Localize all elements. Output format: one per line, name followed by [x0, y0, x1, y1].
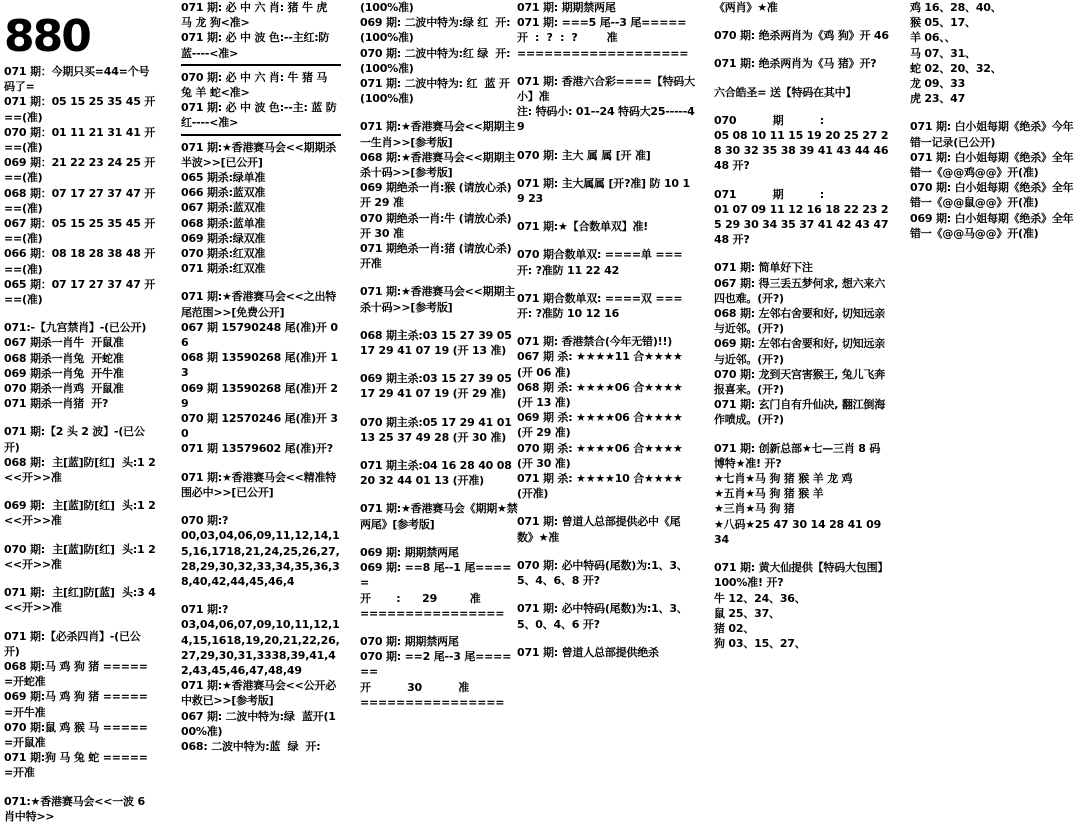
- spacer: [517, 135, 695, 148]
- text-line: 069 期: 二波中特为:绿 红 开:(100%准): [360, 16, 511, 45]
- text-line: 067 期：05 15 25 35 45 开==(准): [4, 217, 156, 246]
- text-line: 070 期: ==2 尾--3 尾======: [360, 650, 512, 679]
- spacer: [4, 485, 156, 498]
- spacer: [517, 588, 695, 601]
- text-line: 067 期: 得三丢五梦何求, 想六来六四也难。(开?): [714, 276, 886, 305]
- text-line: 070 期: 必 中 六 肖: 牛 猪 马 兔 羊 蛇<准>: [181, 70, 331, 100]
- text-line: ★七肖★马 狗 猪 猴 羊 龙 鸡: [714, 472, 853, 486]
- text-line: 068 期主杀:03 15 27 39 05 17 29 41 07 19 (开 13 准): [360, 328, 516, 358]
- spacer: [714, 547, 890, 560]
- text-line: 071 期: 曾道人总部提供绝杀: [517, 645, 659, 659]
- text-line: 071 期：今期只买=44=个号码了=: [4, 65, 150, 94]
- text-line: 067 期杀一肖牛 开鼠准: [4, 336, 124, 350]
- text-line: 071 期: 必 中 波 色:--主: 蓝 防红----<准>: [181, 101, 337, 130]
- text-line: 070 期 12570246 尾(准)开 30: [181, 412, 338, 441]
- text-line: 071 期:★香港赛马会<<期期杀半波>>[已公开]: [181, 140, 337, 169]
- text-line: 067 期 15790248 尾(准)开 06: [181, 320, 338, 350]
- text-line: 071 期: 必 中 六 肖: 猪 牛 虎 马 龙 狗<准>: [181, 1, 331, 30]
- text-line: 071 期: 白小姐每期《绝杀》今年错一记录(已公开): [910, 120, 1074, 149]
- text-line: 071 期合数单双: ====双 === 开: ?准防 10 12 16: [517, 291, 687, 321]
- text-line: 071 期:?: [181, 603, 229, 617]
- text-line: 牛 12、24、36、: [714, 591, 806, 605]
- text-line: 狗 03、15、27、: [714, 637, 806, 651]
- spacer: [517, 163, 695, 176]
- text-line: 068 期：07 17 27 37 47 开==(准): [4, 186, 156, 215]
- spacer: [517, 501, 695, 514]
- text-line: 069 期主杀:03 15 27 39 05 17 29 41 07 19 (开 29 准): [360, 372, 516, 401]
- spacer: [517, 61, 695, 74]
- text-line: 070 期: 二波中特为:红 绿 开:(100%准): [360, 46, 511, 75]
- text-line: 071 期: 白小姐每期《绝杀》全年错一《@@鸡@@》开(准): [910, 150, 1074, 180]
- column-4: [517, 0, 695, 797]
- spacer: [360, 106, 520, 119]
- text-line: 070 期: 白小姐每期《绝杀》全年错一《@@鼠@@》开(准): [910, 181, 1074, 210]
- text-line: 068 期:★香港赛马会<<期期主杀十码>>[参考版]: [360, 150, 516, 180]
- text-line: 071 期 :: [714, 187, 824, 201]
- spacer: [360, 402, 520, 415]
- text-line: 071 期: 香港禁合(今年无错)!!): [517, 335, 673, 349]
- divider-rule: [181, 64, 341, 66]
- text-line: 069 期杀:绿双准: [181, 231, 266, 245]
- text-line: 069 期: 左邻右舍要和好, 切知远亲与近邻。(开?): [714, 337, 886, 366]
- column-5: [714, 0, 890, 797]
- text-line: 071 期:★香港赛马会<<期期主一生肖>>[参考版]: [360, 120, 516, 149]
- text-line: 071 期:★香港赛马会<<公开必中救已>>[参考版]: [181, 679, 337, 708]
- text-line: 070 期杀一肖鸡 开鼠准: [4, 382, 124, 396]
- text-line: 070 期:鼠 鸡 猴 马 ======开鼠准: [4, 720, 148, 749]
- text-line: ===================: [517, 46, 689, 60]
- spacer: [714, 174, 890, 187]
- spacer: [181, 589, 341, 602]
- text-line: 067 期 杀: ★★★★11 合★★★★(开 06 准): [517, 350, 683, 379]
- column-1: [4, 0, 156, 823]
- spacer: [181, 500, 341, 513]
- text-line: 龙 09、33: [910, 77, 966, 91]
- text-line: 065 期杀:绿单准: [181, 171, 266, 185]
- text-line: 071 期: 玄门自有升仙决, 翻江倒海作喷成。(开?): [714, 398, 886, 427]
- text-line: 070 期: 绝杀两肖为《鸡 狗》开 46: [714, 29, 889, 43]
- text-line: 03,04,06,07,09,10,11,12,14,15,1618,19,20,21,22,26,27,29,30,31,3338,39,41,42,43,45,46,47,48,49: [181, 618, 340, 677]
- text-line: 069 期 13590268 尾(准)开 29: [181, 381, 338, 410]
- text-line: 068 期: 左邻右舍要和好, 切知远亲与近邻。(开?): [714, 307, 886, 336]
- text-line: 070 期主杀:05 17 29 41 01 13 25 37 49 28 (开 30 准): [360, 415, 516, 444]
- spacer: [360, 445, 520, 458]
- spacer: [714, 428, 890, 441]
- spacer: [714, 43, 890, 56]
- text-line: 068 期: 主[蓝]防[红] 头:1 2<<开>>准: [4, 455, 156, 485]
- spacer: [4, 307, 156, 320]
- spacer: [360, 315, 520, 328]
- text-line: 070 期:?: [181, 514, 229, 528]
- text-line: 071 期: 必中特码(尾数)为:1、3、5、0、4、6 开?: [517, 602, 688, 631]
- column-3: [360, 0, 520, 797]
- text-line: 069 期: 主[蓝]防[红] 头:1 2<<开>>准: [4, 499, 156, 528]
- text-line: 071 期:★香港赛马会<<期期主杀十码>>[参考版]: [360, 285, 516, 314]
- column-2: [181, 0, 341, 797]
- text-line: 069 期:马 鸡 狗 猪 ======开牛准: [4, 690, 148, 719]
- spacer: [517, 545, 695, 558]
- text-line: ★八码★25 47 30 14 28 41 09 34: [714, 517, 885, 546]
- text-line: 068 期 杀: ★★★★06 合★★★★(开 13 准): [517, 380, 683, 410]
- text-line: 069 期杀一肖兔 开牛准: [4, 366, 124, 380]
- text-line: ★三肖★马 狗 猪: [714, 502, 795, 516]
- text-line: 开 : ? : ? 准: [517, 31, 618, 45]
- text-line: 071 期绝杀一肖:猪 (请放心杀) 开准: [360, 242, 516, 271]
- text-line: 070 期 杀: ★★★★06 合★★★★(开 30 准): [517, 441, 683, 470]
- text-line: 071 期: 二波中特为: 红 蓝 开(100%准): [360, 77, 510, 106]
- spacer: [910, 106, 1078, 119]
- text-line: 066 期：08 18 28 38 48 开==(准): [4, 247, 156, 276]
- text-line: 069 期: 期期禁两尾: [360, 545, 459, 559]
- text-line: 《两肖》★准: [714, 1, 778, 14]
- spacer: [181, 457, 341, 470]
- text-line: ================: [360, 695, 505, 709]
- text-line: 071 期:★香港赛马会<<之出特尾范围>>[免费公开]: [181, 290, 337, 319]
- text-line: 070 期: 主[蓝]防[红] 头:1 2<<开>>准: [4, 542, 156, 571]
- text-line: 071 期: ===5 尾--3 尾=====: [517, 16, 687, 30]
- spacer: [517, 278, 695, 291]
- text-line: 蛇 02、20、32、: [910, 61, 1002, 75]
- text-line: 开 : 29 准: [360, 591, 481, 605]
- text-line: 071 期: 香港六合彩====【特码大小】准: [517, 74, 695, 104]
- text-line: 071 期: 创新总部★七—三肖 8 码博特★准! 开?: [714, 441, 881, 470]
- text-line: 071 期: 黄大仙提供【特码大包围】100%准! 开?: [714, 561, 889, 590]
- text-line: 069 期: ==8 尾--1 尾=====: [360, 561, 512, 590]
- text-line: 070 期: 必中特码(尾数)为:1、3、5、4、6、8 开?: [517, 558, 688, 588]
- text-line: 070 期绝杀一肖:牛 (请放心杀) 开 30 准: [360, 211, 516, 240]
- text-line: 猴 05、17、: [910, 16, 976, 30]
- spacer: [4, 411, 156, 424]
- text-line: 071 期: 绝杀两肖为《马 猪》开?: [714, 57, 877, 71]
- spacer: [517, 632, 695, 645]
- text-line: 070 期: 主大 属 属 [开 准]: [517, 148, 651, 162]
- text-line: 068 期 13590268 尾(准)开 13: [181, 351, 338, 380]
- text-line: 067 期: 二波中特为:绿 蓝开(100%准): [181, 709, 336, 738]
- spacer: [4, 529, 156, 542]
- text-line: 猪 02、: [714, 621, 755, 635]
- text-line: 071 期: 期期禁两尾: [517, 1, 616, 14]
- text-line: 071 期:【2 头 2 波】-(已公开): [4, 425, 145, 454]
- spacer: [714, 15, 890, 28]
- spacer: [360, 621, 520, 634]
- text-line: 鼠 25、37、: [714, 606, 780, 620]
- spacer: [360, 271, 520, 284]
- text-line: 066 期杀:蓝双准: [181, 186, 266, 200]
- text-line: 067 期杀:蓝双准: [181, 201, 266, 215]
- text-line: 068: 二波中特为:蓝 绿 开:: [181, 739, 321, 753]
- text-line: 068 期杀:蓝单准: [181, 216, 266, 230]
- spacer: [714, 247, 890, 260]
- spacer: [4, 572, 156, 585]
- text-line: 068 期杀一肖兔 开蛇准: [4, 351, 124, 365]
- text-line: ================: [360, 606, 505, 620]
- text-line: ★五肖★马 狗 猪 猴 羊: [714, 487, 824, 501]
- text-line: 065 期：07 17 27 37 47 开==(准): [4, 277, 156, 307]
- text-line: 071 期: 必 中 波 色:--主红:防蓝----<准>: [181, 31, 330, 60]
- spacer: [4, 616, 156, 629]
- text-line: 071 期:狗 马 兔 蛇 ======开准: [4, 751, 148, 780]
- spacer: [360, 488, 520, 501]
- text-line: 071 期:【必杀四肖】-(已公开): [4, 629, 141, 658]
- text-line: 鸡 16、28、40、: [910, 1, 1002, 14]
- text-line: 071 期: 简单好下注: [714, 261, 813, 275]
- text-line: 071 期杀一肖猪 开?: [4, 397, 109, 411]
- spacer: [517, 321, 695, 334]
- column-6: [910, 0, 1078, 797]
- text-line: 071 期:★香港赛马会《期期★禁两尾》[参考版]: [360, 502, 518, 531]
- text-line: 071 期杀:红双准: [181, 262, 266, 276]
- text-line: 070 期: 龙到天宫害猴王, 兔儿飞奔报喜来。(开?): [714, 367, 886, 397]
- text-line: 071 期:★【合数单双】准!: [517, 220, 649, 234]
- text-line: 069 期: 白小姐每期《绝杀》全年错一《@@马@@》开(准): [910, 211, 1074, 240]
- text-line: 070 期: 期期禁两尾: [360, 634, 459, 648]
- spacer: [714, 72, 890, 85]
- text-line: 071 期: 主[红]防[蓝] 头:3 4<<开>>准: [4, 586, 156, 615]
- text-line: 注: 特码小: 01--24 特码大25-----49: [517, 105, 695, 134]
- text-line: 虎 23、47: [910, 92, 966, 106]
- spacer: [714, 100, 890, 113]
- site-logo: 880: [4, 11, 90, 62]
- text-line: 071 期 杀: ★★★★10 合★★★★(开准): [517, 472, 683, 501]
- text-line: 六合皓圣= 送【特码在其中】: [714, 85, 857, 99]
- text-line: 071 期: 曾道人总部提供必中《尾数》★准: [517, 515, 681, 544]
- text-line: 071:★香港赛马会<<一波 6 肖中特>>: [4, 794, 149, 823]
- text-line: 071 期：05 15 25 35 45 开==(准): [4, 95, 156, 124]
- text-line: 071:-【九宫禁肖】-(已公开): [4, 321, 147, 335]
- spacer: [181, 276, 341, 289]
- text-line: 开 30 准: [360, 680, 470, 694]
- text-line: 069 期 杀: ★★★★06 合★★★★(开 29 准): [517, 411, 683, 440]
- text-line: 069 期：21 22 23 24 25 开==(准): [4, 156, 156, 185]
- text-line: 05 08 10 11 15 19 20 25 27 28 30 32 35 38 39 41 43 44 46 48 开?: [714, 129, 892, 173]
- spacer: [4, 781, 156, 794]
- divider-rule: [181, 134, 341, 136]
- spacer: [517, 206, 695, 219]
- text-line: 070 期：01 11 21 31 41 开==(准): [4, 125, 156, 155]
- text-line: 071 期主杀:04 16 28 40 08 20 32 44 01 13 (开准): [360, 459, 516, 488]
- text-line: 00,03,04,06,09,11,12,14,15,16,1718,21,24,25,26,27,28,29,30,32,33,34,35,36,38,40,42,44,45,46,4: [181, 529, 340, 588]
- text-line: 070 期 :: [714, 113, 824, 127]
- text-line: 071 期: 主大属属 [开?准] 防 10 19 23: [517, 176, 690, 206]
- text-line: 071 期:★香港赛马会<<精准特围必中>>[已公开]: [181, 470, 337, 499]
- text-line: 01 07 09 11 12 16 18 22 23 25 29 30 34 35 37 41 42 43 47 48 开?: [714, 202, 892, 247]
- text-line: 071 期 13579602 尾(准)开?: [181, 442, 333, 456]
- spacer: [360, 532, 520, 545]
- spacer: [517, 234, 695, 247]
- text-line: 069 期绝杀一肖:猴 (请放心杀) 开 29 准: [360, 181, 516, 210]
- text-line: 马 07、31、: [910, 46, 976, 60]
- text-line: (100%准): [360, 1, 414, 14]
- spacer: [360, 358, 520, 371]
- text-line: 羊 06、、: [910, 31, 956, 45]
- text-line: 068 期:马 鸡 狗 猪 ======开蛇准: [4, 659, 148, 689]
- text-line: 070 期杀:红双准: [181, 247, 266, 261]
- text-line: 070 期合数单双: ====单 === 开: ?准防 11 22 42: [517, 248, 687, 277]
